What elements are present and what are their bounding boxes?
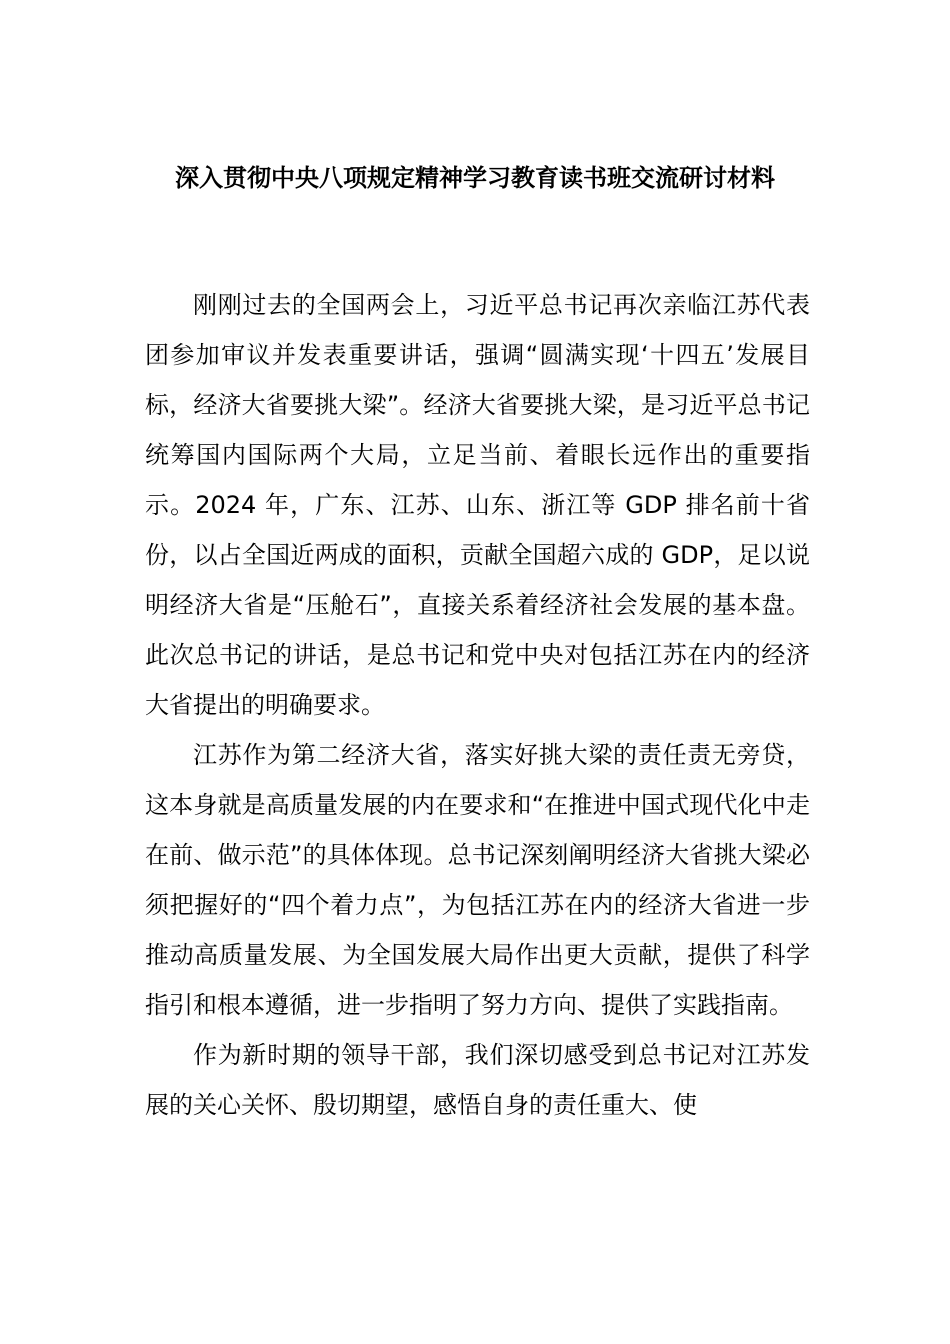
document-body <box>145 280 810 1130</box>
document-title: 深入贯彻中央八项规定精神学习教育读书班交流研讨材料 <box>175 164 775 192</box>
paragraph-1: 刚刚过去的全国两会上，习近平总书记再次亲临江苏代表团参加审议并发表重要讲话，强调“圆满实现‘十四五’发展目标，经济大省要挑大梁”。经济大省要挑大梁，是习近平总书记统筹国内国际两个大局，立足当前、着眼长远作出的重要指示。2024 年，广东、江苏、山东、浙江等 GDP 排名前十省份，以占全国近两成的面积，贡献全国超六成的 GDP，足以说明经济大省是“压舱石”，直接关系着经济社会发展的基本盘。此次总书记的讲话，是总书记和党中央对包括江苏在内的经济大省提出的明确要求。 <box>145 291 810 719</box>
paragraph-3: 作为新时期的领导干部，我们深切感受到总书记对江苏发展的关心关怀、殷切期望，感悟自身的责任重大、使 <box>145 1041 810 1119</box>
paragraph-2: 江苏作为第二经济大省，落实好挑大梁的责任责无旁贷，这本身就是高质量发展的内在要求和“在推进中国式现代化中走在前、做示范”的具体体现。总书记深刻阐明经济大省挑大梁必须把握好的“四个着力点”，为包括江苏在内的经济大省进一步推动高质量发展、为全国发展大局作出更大贡献，提供了科学指引和根本遵循，进一步指明了努力方向、提供了实践指南。 <box>145 741 810 1019</box>
